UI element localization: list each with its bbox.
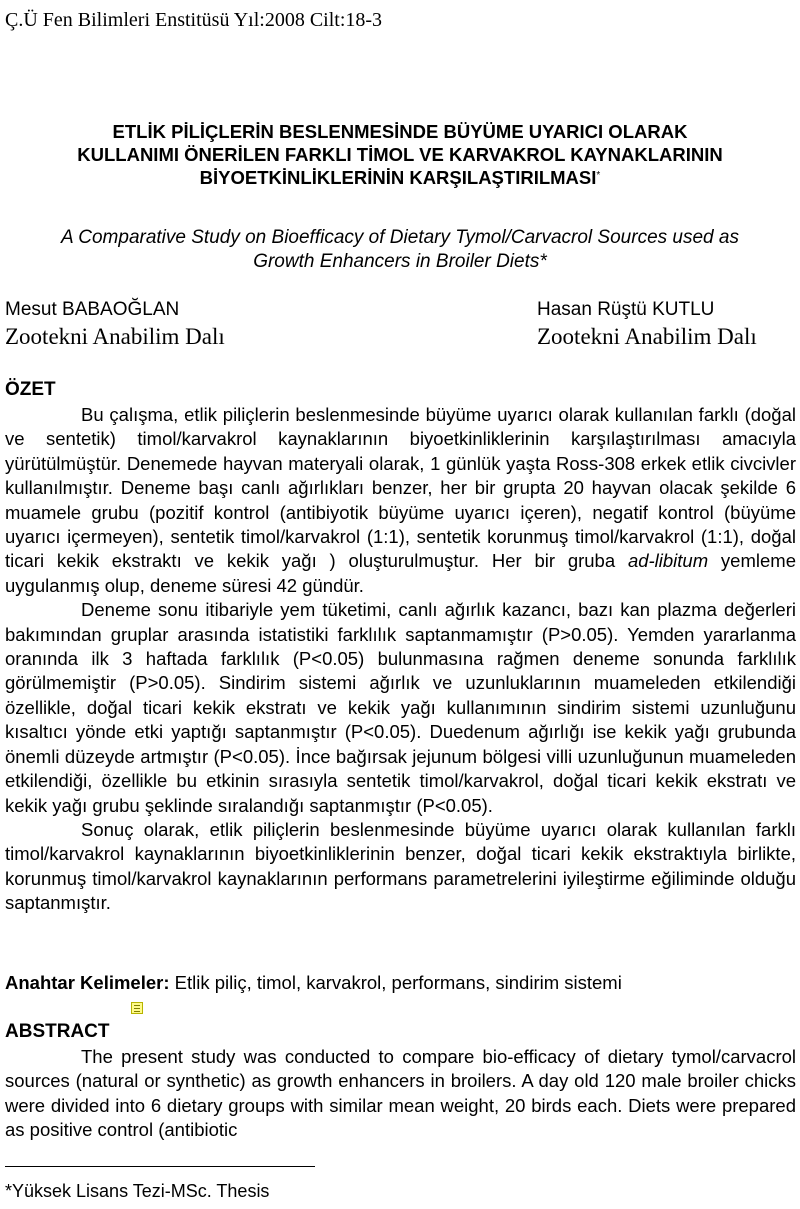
abstract-paragraph-1: The present study was conducted to compare bio-efficacy of dietary tymol/carvacrol sources (natural or synthetic) as growth enhancers in broilers. A day old 120 male broiler chicks were divided into 6 dietary groups with similar mean weight, 20 birds each. Diets were prepared as positive control (antibiotic xyxy=(5,1046,796,1141)
author-department-2: Zootekni Anabilim Dalı xyxy=(537,324,757,349)
ozet-heading: ÖZET xyxy=(5,379,56,400)
ozet-body xyxy=(5,403,796,916)
comment-note-icon[interactable] xyxy=(131,1002,143,1014)
ozet-paragraph-3: Sonuç olarak, etlik piliçlerin beslenmesinde büyüme uyarıcı olarak kullanılan farklı timol/karvakrol kaynaklarının biyoetkinliklerinin benzer, doğal ticari kekik ekstraktıyla birlikte, korunmuş timol/karvakrol kaynaklarının performans parametrelerini iyileştirme eğiliminde olduğu saptanmıştır. xyxy=(5,818,796,914)
ozet-paragraph-2: Deneme sonu itibariyle yem tüketimi, canlı ağırlık kazancı, bazı kan plazma değerleri bakımından gruplar arasında istatistiki farklılık saptanmamıştır (P>0.05). Yemden yararlanma oranında ilk 3 haftada farklılık (P<0.05) bulunmasına rağmen deneme sonunda farklılık görülmemiştir (P>0.05). Sindirim sistemi ağırlık ve uzunluklarının muameleden etkilendiği özellikle, doğal ticari kekik ekstratı ve kekik yağı kullanımının sindirim sistemi uzunluğunu kısaltıcı yönde etki yaptığı saptanmıştır (P<0.05). Duedenum ağırlığı ise kekik yağı grubunda önemli düzeyde artmıştır (P<0.05). İnce bağırsak jejunum bölgesi villi uzunluğunun muameleden etkilendiği, özellikle bu etkinin sırasıyla sentetik timol/karvakrol, doğal ticari kekik ekstratı ve kekik yağı grubu şeklinde sıralandığı saptanmıştır (P<0.05). xyxy=(5,599,796,816)
author-name-1: Mesut BABAOĞLAN xyxy=(5,299,180,320)
ozet-p1-italic: ad-libitum xyxy=(627,550,709,572)
title-footnote-mark: * xyxy=(596,170,601,181)
title-line: ETLİK PİLİÇLERİN BESLENMESİNDE BÜYÜME UYARICI OLARAK xyxy=(112,121,688,142)
footnote-divider xyxy=(5,1166,315,1167)
title-line xyxy=(0,166,800,189)
paper-title xyxy=(0,120,800,189)
ozet-paragraph-1 xyxy=(5,403,796,598)
abstract-heading: ABSTRACT xyxy=(5,1021,110,1042)
author-department-1: Zootekni Anabilim Dalı xyxy=(5,324,225,349)
ozet-p1-text-end: yemleme uygulanmış olup, deneme süresi 42 gündür. xyxy=(5,550,796,596)
title-line-text: BİYOETKİNLİKLERİNİN KARŞILAŞTIRILMASI xyxy=(199,167,597,188)
abstract-body xyxy=(5,1045,796,1143)
english-title-line: A Comparative Study on Bioefficacy of Dietary Tymol/Carvacrol Sources used as xyxy=(61,227,739,248)
keywords-label: Anahtar Kelimeler: xyxy=(5,972,170,993)
ozet-p1-text: Bu çalışma, etlik piliçlerin beslenmesinde büyüme uyarıcı olarak kullanılan farklı (doğal ve sentetik) timol/karvakrol kaynaklarının biyoetkinliklerinin karşılaştırılması amacıyla yürütülmüştür. Denemede hayvan materyali olarak, 1 günlük yaşta Ross-308 erkek etlik civcivler kullanılmıştır. Deneme başı canlı ağırlıkları benzer, her bir grupta 20 hayvan olacak şekilde 6 muamele grubu (pozitif kontrol (antibiyotik büyüme uyarıcı içeren), negatif kontrol (büyüme uyarıcı içermeyen), sentetik timol/karvakrol (1:1), sentetik korunmuş timol/karvakrol (1:1), doğal ticari kekik ekstraktı ve kekik yağı ) oluşturulmuştur. Her bir gruba xyxy=(5,404,796,572)
keywords-text: Etlik piliç, timol, karvakrol, performans, sindirim sistemi xyxy=(169,972,622,993)
english-title-line: Growth Enhancers in Broiler Diets* xyxy=(253,251,547,272)
footnote: *Yüksek Lisans Tezi-MSc. Thesis xyxy=(5,1181,270,1201)
english-title xyxy=(0,226,800,274)
title-line: KULLANIMI ÖNERİLEN FARKLI TİMOL VE KARVAKROL KAYNAKLARININ xyxy=(77,144,723,165)
journal-header: Ç.Ü Fen Bilimleri Enstitüsü Yıl:2008 Cilt:18-3 xyxy=(5,9,383,31)
author-name-2: Hasan Rüştü KUTLU xyxy=(537,299,715,320)
keywords xyxy=(5,972,622,994)
